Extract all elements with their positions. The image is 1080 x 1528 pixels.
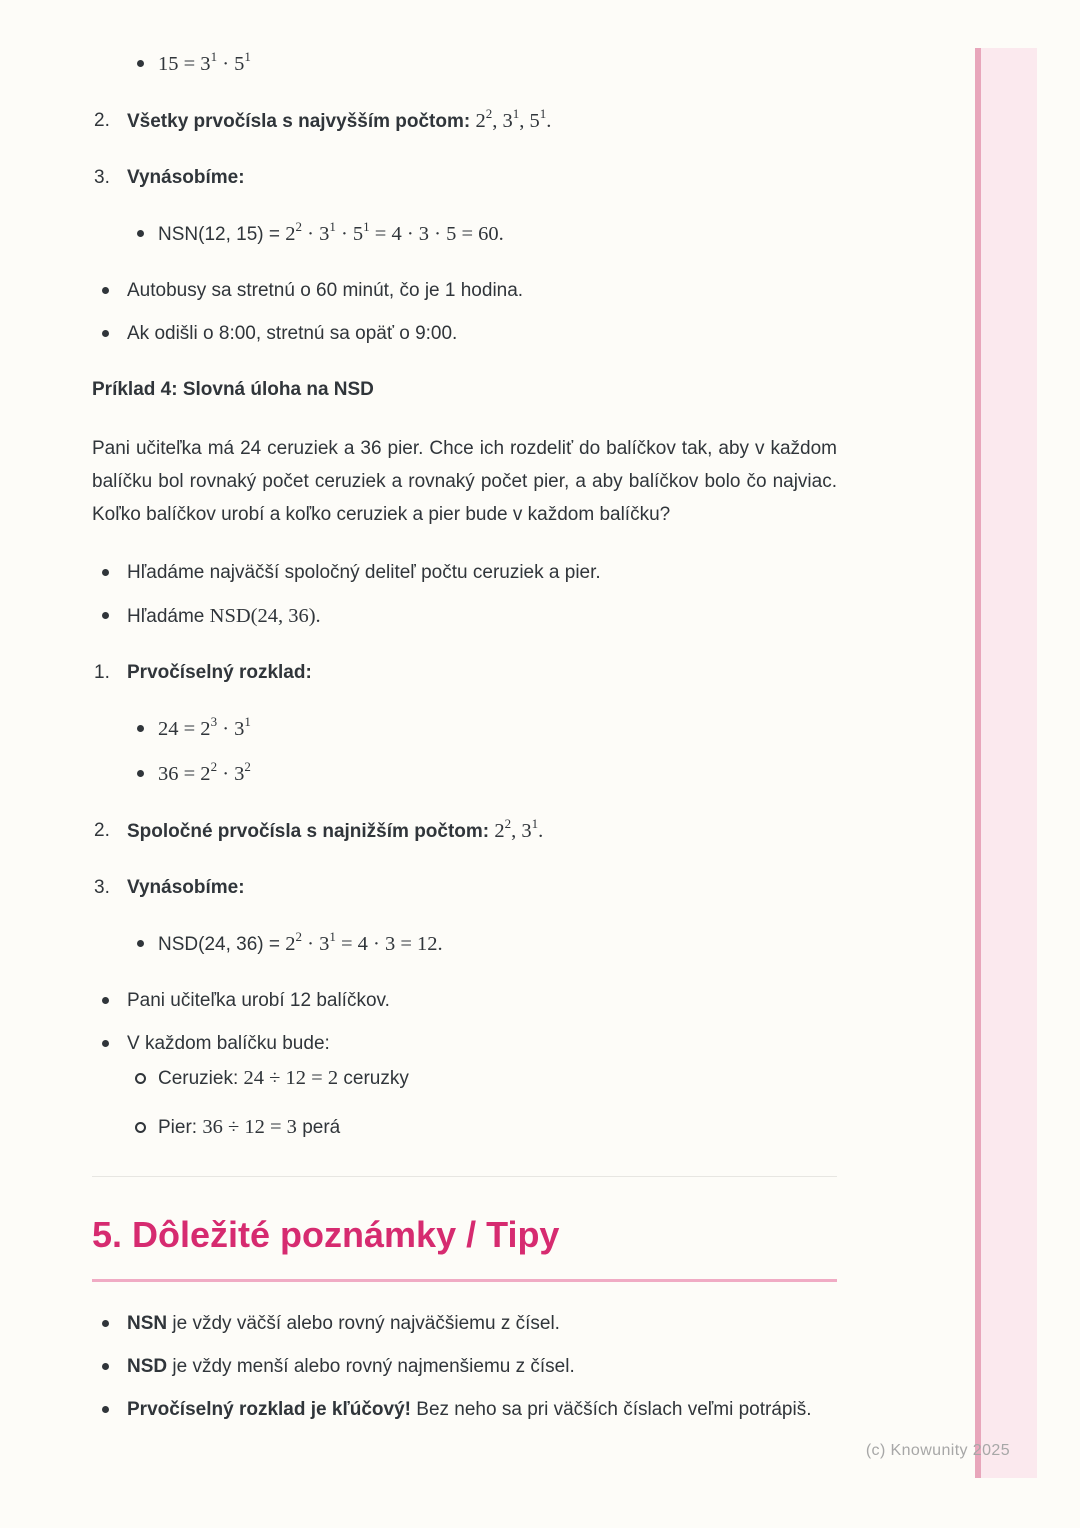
- bullet-icon: [102, 997, 109, 1004]
- text-segment: $36 = 2^2 \cdot 3^2$: [158, 759, 251, 785]
- sub-bullet-list-item: [92, 220, 837, 249]
- exponent: 1: [210, 49, 218, 65]
- text-segment: NSN: [127, 1313, 168, 1334]
- text-segment: 24 ÷ 12 = 2: [243, 1067, 339, 1089]
- text-segment: Hľadáme: [127, 606, 210, 627]
- exponent: 1: [244, 49, 251, 65]
- exponent: 2: [210, 759, 218, 775]
- text-segment: NSD: [127, 1356, 168, 1377]
- text-segment: Vynásobíme:: [127, 167, 245, 188]
- text-segment: Pani učiteľka urobí 12 balíčkov.: [127, 990, 390, 1011]
- bullet-icon: [102, 612, 109, 619]
- bullet-icon: [137, 770, 144, 777]
- bullet-icon: [102, 330, 109, 337]
- bullet-list-item: [92, 320, 837, 348]
- list-number: 2.: [94, 820, 110, 841]
- numbered-list-item: [92, 107, 837, 136]
- text-segment: Všetky prvočísla s najvyšším počtom:: [127, 111, 476, 132]
- list-number: 3.: [94, 167, 110, 188]
- bullet-icon: [102, 1406, 109, 1413]
- bullet-icon: [102, 569, 109, 576]
- exponent: 1: [244, 714, 251, 730]
- numbered-list-item: [92, 164, 837, 192]
- circle-bullet-icon: [135, 1073, 146, 1084]
- bullet-icon: [137, 725, 144, 732]
- text-segment: $2^2$, $3^1$, $5^1$.: [475, 106, 552, 132]
- text-segment: NSD(24, 36).: [209, 605, 321, 627]
- text-segment: Spoločné prvočísla s najnižším počtom:: [127, 821, 495, 842]
- section-divider: [92, 1176, 837, 1177]
- exponent: 2: [504, 816, 512, 832]
- circle-bullet-list-item: [92, 1113, 837, 1142]
- bullet-list-item: [92, 277, 837, 305]
- text-segment: je vždy menší alebo rovný najmenšiemu z čísel.: [167, 1356, 575, 1377]
- bullet-list-item: [92, 559, 837, 587]
- sub-bullet-list-item: [92, 715, 837, 744]
- text-segment: ceruzky: [338, 1068, 409, 1089]
- text-segment: Vynásobíme:: [127, 877, 245, 898]
- exponent: 2: [485, 106, 493, 122]
- bullet-icon: [102, 287, 109, 294]
- text-segment: $24 = 2^3 \cdot 3^1$: [158, 714, 251, 740]
- exponent: 1: [329, 219, 336, 235]
- numbered-list-item: [92, 817, 837, 846]
- text-segment: $15 = 3^1 \cdot 5^1$: [158, 49, 251, 75]
- numbered-list-item: [92, 659, 837, 687]
- list-number: 2.: [94, 110, 110, 131]
- watermark: (c) Knowunity 2025: [865, 1442, 1010, 1459]
- text-segment: je vždy väčší alebo rovný najväčšiemu z čísel.: [167, 1313, 560, 1334]
- exponent: 1: [539, 106, 547, 122]
- text-segment: Ceruziek:: [158, 1068, 244, 1089]
- sub-bullet-list-item: [92, 760, 837, 789]
- circle-bullet-list-item: [92, 1064, 837, 1093]
- text-segment: NSN(12, 15) =: [158, 224, 286, 245]
- exponent: 2: [295, 219, 302, 235]
- text-segment: $2^2 \cdot 3^1 = 4 \cdot 3 = 12$.: [285, 929, 443, 955]
- numbered-list-item: [92, 874, 837, 902]
- text-segment: V každom balíčku bude:: [127, 1033, 330, 1054]
- bullet-list-item: [92, 1310, 837, 1338]
- exponent: 1: [531, 816, 539, 832]
- text-segment: Bez neho sa pri väčších číslach veľmi potrápiš.: [411, 1399, 812, 1420]
- text-segment: Ak odišli o 8:00, stretnú sa opäť o 9:00.: [127, 323, 458, 344]
- bullet-icon: [102, 1320, 109, 1327]
- list-number: 3.: [94, 877, 110, 898]
- section-heading: [92, 1213, 837, 1282]
- bullet-icon: [137, 60, 144, 67]
- text-segment: $2^2$, $3^1$.: [494, 816, 544, 842]
- text-segment: Pani učiteľka má 24 ceruziek a 36 pier. Chce ich rozdeliť do balíčkov tak, aby v každom balíčku bol rovnaký počet ceruziek a rovnaký počet pier, a aby balíčkov bolo čo najviac. Koľko balíčkov urobí a koľko ceruziek a pier bude v každom balíčku?: [92, 438, 837, 525]
- decorative-right-stripe: [975, 48, 1037, 1478]
- circle-bullet-icon: [135, 1122, 146, 1133]
- sub-bullet-list-item: [92, 50, 837, 79]
- text-segment: Prvočíselný rozklad je kľúčový!: [127, 1399, 411, 1420]
- bullet-icon: [137, 230, 144, 237]
- text-segment: perá: [296, 1117, 341, 1138]
- bullet-icon: [102, 1040, 109, 1047]
- bullet-list-item: [92, 602, 837, 631]
- exponent: 2: [295, 929, 302, 945]
- exponent: 3: [210, 714, 218, 730]
- text-segment: 5. Dôležité poznámky / Tipy: [92, 1214, 560, 1255]
- text-segment: Autobusy sa stretnú o 60 minút, čo je 1 hodina.: [127, 280, 524, 301]
- sub-bullet-list-item: [92, 930, 837, 959]
- bullet-list-item: [92, 1353, 837, 1381]
- bullet-icon: [137, 940, 144, 947]
- text-segment: NSD(24, 36) =: [158, 934, 286, 955]
- bullet-list-item: [92, 987, 837, 1015]
- exponent: 1: [363, 219, 370, 235]
- text-segment: Príklad 4: Slovná úloha na NSD: [92, 379, 374, 400]
- paragraph: [92, 432, 837, 531]
- list-number: 1.: [94, 662, 110, 683]
- text-segment: Pier:: [158, 1117, 203, 1138]
- example-heading: [92, 376, 837, 404]
- exponent: 2: [244, 759, 251, 775]
- bullet-list-item: [92, 1030, 837, 1058]
- text-segment: 36 ÷ 12 = 3: [202, 1116, 297, 1138]
- exponent: 1: [512, 106, 520, 122]
- exponent: 1: [329, 929, 336, 945]
- text-segment: $2^2 \cdot 3^1 \cdot 5^1 = 4 \cdot 3 \cdot 5 = 60$.: [285, 219, 504, 245]
- text-segment: Hľadáme najväčší spoločný deliteľ počtu ceruziek a pier.: [127, 562, 601, 583]
- text-segment: Prvočíselný rozklad:: [127, 662, 312, 683]
- document-body: [92, 50, 837, 1424]
- bullet-icon: [102, 1363, 109, 1370]
- bullet-list-item: [92, 1396, 837, 1424]
